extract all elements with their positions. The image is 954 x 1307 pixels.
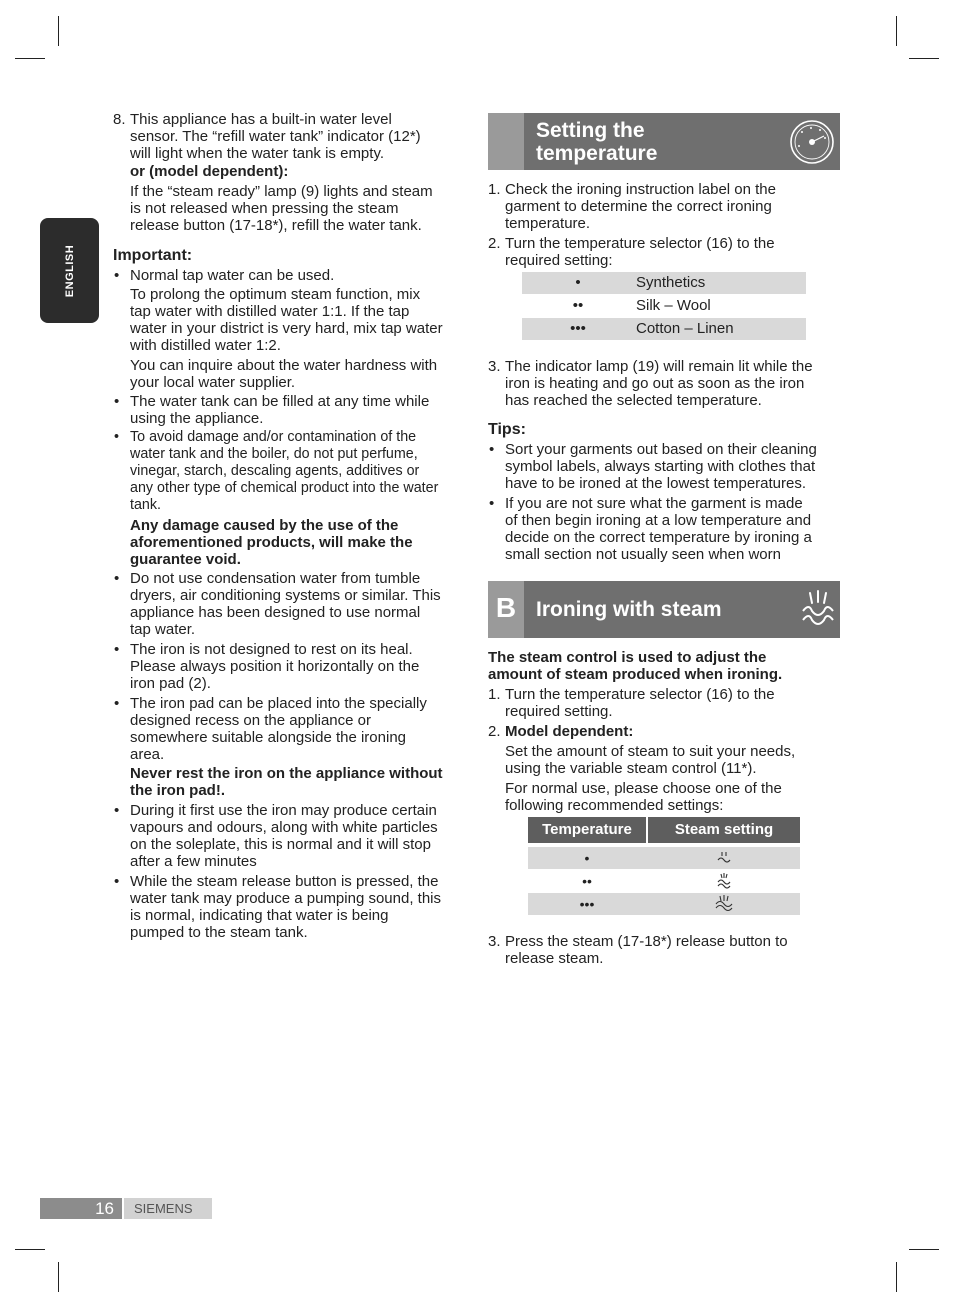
item-8: [113, 111, 470, 234]
temperature-dots: ••: [572, 297, 584, 314]
text-line: on the soleplate, this is normal and it will stop: [130, 836, 431, 853]
text-line: To prolong the optimum steam function, mix: [130, 286, 421, 303]
tips-heading: Tips:: [488, 421, 526, 438]
warning-line: the iron pad!.: [130, 782, 225, 799]
warning-line: aforementioned products, will make the: [130, 534, 413, 551]
step-number: 3.: [488, 933, 501, 950]
step-number: 3.: [488, 358, 501, 375]
text-line: The iron pad can be placed into the specially: [130, 695, 427, 712]
text-line: somewhere suitable alongside the ironing: [130, 729, 407, 746]
bullet: •: [114, 802, 120, 819]
text-line: Sort your garments out based on their cleaning: [505, 441, 817, 458]
step-1: [488, 181, 845, 232]
model-dependent-label: Model dependent:: [505, 723, 634, 740]
fabric-label: Silk – Wool: [636, 297, 711, 314]
language-label: ENGLISH: [63, 244, 76, 297]
table-header-steam-setting: Steam setting: [648, 817, 800, 843]
steam-content: [488, 649, 845, 814]
text-line: Set the amount of steam to suit your needs,: [505, 743, 796, 760]
page-number: 16: [95, 1199, 114, 1218]
text-line: release steam.: [505, 950, 604, 967]
bullet-item: [114, 570, 470, 638]
step-3: [488, 358, 845, 409]
text-line: vapours and odours, along with white particles: [130, 819, 438, 836]
section-title: [536, 119, 657, 165]
step-2: [488, 723, 845, 814]
steam-intro: [488, 649, 845, 683]
text-line: Press the steam (17-18*) release button to: [505, 933, 788, 950]
steam-step-3: [488, 933, 845, 967]
tip-item: [489, 441, 845, 492]
temperature-steps: [488, 181, 845, 269]
text-line: required setting:: [505, 252, 613, 269]
steam-table-row: [528, 870, 800, 892]
text-line: Turn the temperature selector (16) to the: [505, 686, 775, 703]
crop-mark: [896, 16, 897, 46]
temperature-table-row: [522, 272, 806, 294]
temperature-step-3-and-tips: [488, 358, 845, 563]
text-line: has reached the selected temperature.: [505, 392, 762, 409]
steam-high-icon: [708, 893, 740, 913]
text-line: The iron is not designed to rest on its heal.: [130, 641, 413, 658]
steam-table-row: [528, 847, 800, 869]
text-line: amount of steam produced when ironing.: [488, 666, 783, 683]
text-line: This appliance has a built-in water level: [130, 111, 392, 128]
bullet-item: [114, 393, 470, 427]
step-3: [488, 933, 845, 967]
temperature-dots: ••: [582, 873, 592, 889]
bullet: •: [114, 570, 120, 587]
temperature-dial-icon: [788, 118, 836, 166]
brand-name: SIEMENS: [134, 1201, 193, 1216]
text-line: area.: [130, 746, 165, 763]
item-number: 8.: [113, 111, 126, 128]
text-line: To avoid damage and/or contamination of the: [130, 429, 417, 445]
steam-medium-icon: [708, 873, 740, 889]
text-line: any other type of chemical product into the water: [130, 480, 439, 496]
text-line: release button (17-18*), refill the water tank.: [130, 217, 422, 234]
step-number: 2.: [488, 723, 501, 740]
text-line: Check the ironing instruction label on the: [505, 181, 776, 198]
fabric-label: Cotton – Linen: [636, 320, 734, 337]
temperature-dots: •••: [579, 896, 595, 912]
bullet: •: [114, 695, 120, 712]
text-line: using the appliance.: [130, 410, 264, 427]
title-line: Setting the: [536, 119, 645, 142]
text-line: The indicator lamp (19) will remain lit while the: [505, 358, 813, 375]
step-number: 2.: [488, 235, 501, 252]
fabric-label: Synthetics: [636, 274, 706, 291]
bullet-item: [114, 695, 470, 799]
or-label: or (model dependent):: [130, 163, 289, 180]
text-line: with distilled water 1:2.: [130, 337, 281, 354]
bullet: •: [489, 495, 495, 512]
warning-line: guarantee void.: [130, 551, 241, 568]
text-line: The steam control is used to adjust the: [488, 649, 767, 666]
crop-mark: [15, 58, 45, 59]
header-stub: [488, 581, 524, 638]
crop-mark: [58, 16, 59, 46]
text-line: Do not use condensation water from tumble: [130, 570, 421, 587]
text-line: tap water with distilled water 1:1. If the tap: [130, 303, 410, 320]
text-line: The water tank can be filled at any time while: [130, 393, 430, 410]
text-line: following recommended settings:: [505, 797, 724, 814]
text-line: dryers, air conditioning systems or similar. This: [130, 587, 441, 604]
crop-mark: [58, 1262, 59, 1292]
steam-low-icon: [708, 850, 740, 866]
text-line: tap water.: [130, 621, 196, 638]
text-line: after a few minutes: [130, 853, 257, 870]
text-line: appliance has been designed to use normal: [130, 604, 421, 621]
bullet: •: [114, 267, 120, 284]
brand-box: [124, 1198, 212, 1219]
table-header-temperature: Temperature: [528, 817, 646, 843]
step-number: 1.: [488, 686, 501, 703]
steam-icon: [800, 589, 836, 631]
bullet-item: [114, 641, 470, 692]
bullet-item: [114, 802, 470, 870]
text-line: sensor. The “refill water tank” indicator (12*): [130, 128, 421, 145]
text-line: of then begin ironing at a low temperature and: [505, 512, 812, 529]
section-letter: B: [495, 592, 517, 623]
warning-line: Any damage caused by the use of the: [130, 517, 399, 534]
text-line: For normal use, please choose one of the: [505, 780, 782, 797]
bullet: •: [114, 429, 120, 445]
bullet: •: [114, 873, 120, 890]
bullet-item: [114, 429, 470, 568]
temperature-dots: •: [575, 274, 581, 291]
text-line: iron is heating and go out as soon as the iron: [505, 375, 805, 392]
steam-section-header: [488, 581, 840, 638]
text-line: is normal, indicating that water is being: [130, 907, 389, 924]
text-line: Please always position it horizontally on the: [130, 658, 420, 675]
crop-mark: [909, 58, 939, 59]
text-line: During it first use the iron may produce certain: [130, 802, 437, 819]
temperature-table-row: [522, 295, 806, 317]
text-line: designed recess on the appliance or: [130, 712, 371, 729]
crop-mark: [15, 1249, 45, 1250]
step-1: [488, 686, 845, 720]
left-column: [113, 111, 470, 941]
header-stub: [488, 113, 524, 170]
warning-line: Never rest the iron on the appliance without: [130, 765, 443, 782]
text-line: pumped to the steam tank.: [130, 924, 308, 941]
step-2: [488, 235, 845, 269]
text-line: If the “steam ready” lamp (9) lights and steam: [130, 183, 433, 200]
text-line: temperature.: [505, 215, 591, 232]
temperature-table-row: [522, 318, 806, 340]
text-line: is not released when pressing the steam: [130, 200, 399, 217]
text-line: Normal tap water can be used.: [130, 267, 335, 284]
temperature-section-header: [488, 113, 840, 170]
steam-table-row: [528, 893, 800, 915]
step-number: 1.: [488, 181, 501, 198]
text-line: required setting.: [505, 703, 613, 720]
text-line: using the variable steam control (11*).: [505, 760, 757, 777]
text-line: vinegar, starch, descaling agents, additives or: [130, 463, 420, 479]
tip-item: [489, 495, 845, 563]
language-tab: [40, 218, 99, 323]
text-line: water tank may produce a pumping sound, this: [130, 890, 442, 907]
text-line: your local water supplier.: [130, 374, 296, 391]
title-line: temperature: [536, 142, 658, 165]
text-line: Turn the temperature selector (16) to the: [505, 235, 775, 252]
important-heading: Important:: [113, 247, 193, 264]
bullet: •: [114, 641, 120, 658]
text-line: have to be ironed at the lowest temperatures.: [505, 475, 807, 492]
text-line: While the steam release button is pressed, the: [130, 873, 439, 890]
page-number-box: [40, 1198, 122, 1219]
bullet: •: [489, 441, 495, 458]
text-line: You can inquire about the water hardness with: [130, 357, 438, 374]
bullet-item: [114, 267, 470, 391]
text-line: will light when the water tank is empty.: [130, 145, 384, 162]
bullet-item: [114, 873, 470, 941]
text-line: garment to determine the correct ironing: [505, 198, 772, 215]
text-line: tank.: [130, 497, 161, 513]
text-line: water in your district is very hard, mix tap water: [130, 320, 443, 337]
section-title: Ironing with steam: [536, 598, 722, 621]
text-line: iron pad (2).: [130, 675, 211, 692]
text-line: water tank and the boiler, do not put perfume,: [130, 446, 418, 462]
crop-mark: [896, 1262, 897, 1292]
temperature-dots: •: [584, 850, 590, 866]
text-line: decide on the correct temperature by ironing a: [505, 529, 812, 546]
text-line: small section not usually seen when worn: [505, 546, 781, 563]
temperature-dots: •••: [570, 320, 586, 337]
bullet: •: [114, 393, 120, 410]
text-line: symbol labels, always starting with clothes that: [505, 458, 816, 475]
text-line: If you are not sure what the garment is made: [505, 495, 803, 512]
crop-mark: [909, 1249, 939, 1250]
